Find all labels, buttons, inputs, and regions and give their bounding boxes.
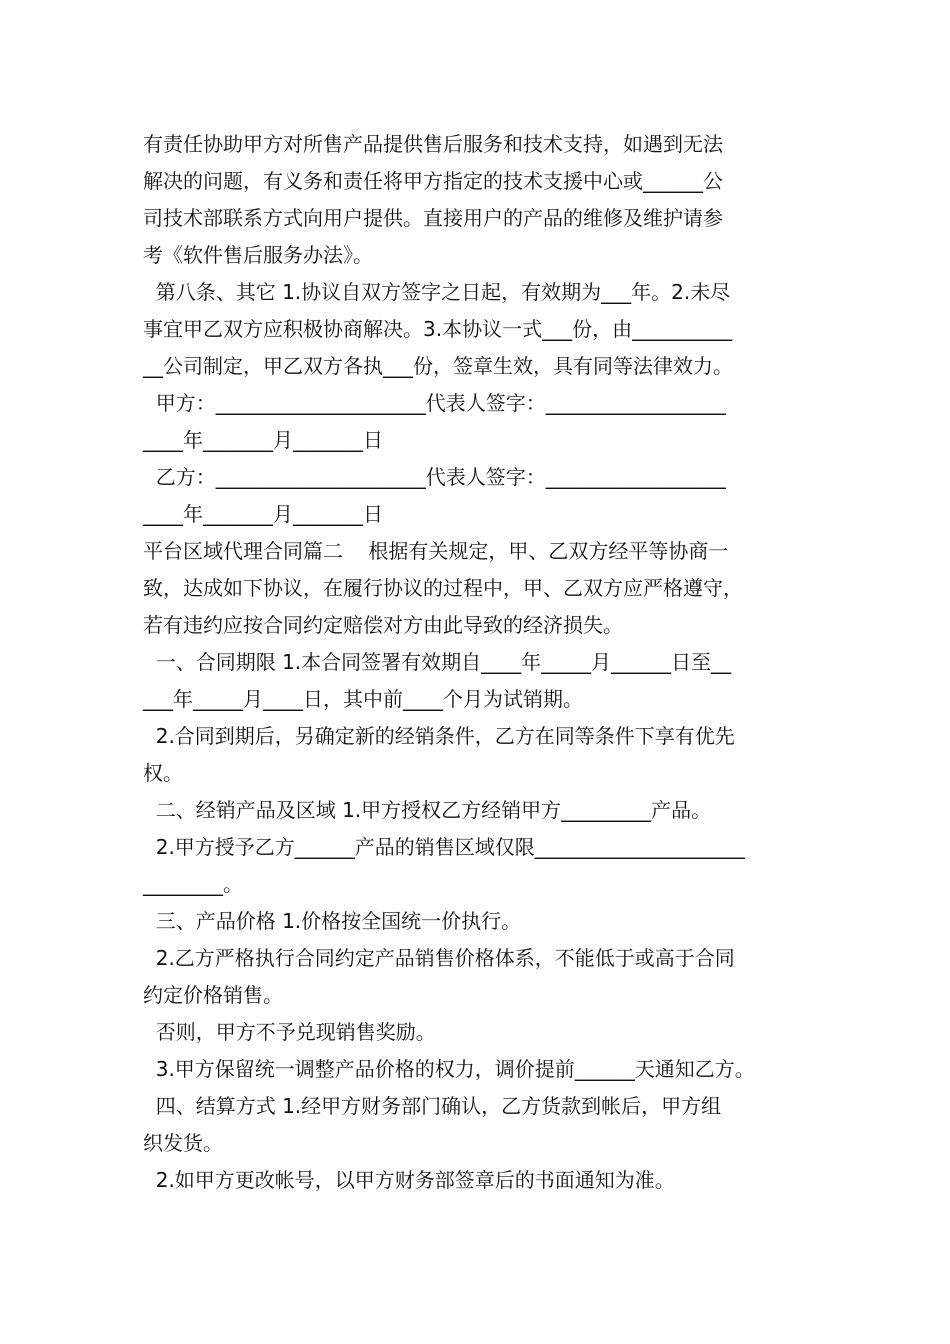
text-line: 2.乙方严格执行合同约定产品销售价格体系，不能低于或高于合同 [143,946,735,970]
party-b-date-line: ____年_______月_______日 [143,502,383,526]
text-line: 致，达成如下协议，在履行协议的过程中，甲、乙双方应严格遵守， [143,576,743,600]
text-line: 约定价格销售。 [143,983,283,1007]
text-line: 2.合同到期后，另确定新的经销条件，乙方在同等条件下享有优先 [143,724,735,748]
text-line: 解决的问题，有义务和责任将甲方指定的技术支援中心或______公 [143,169,723,193]
clause-settlement-line: 四、结算方式 1.经甲方财务部门确认，乙方货款到帐后，甲方组 [143,1094,722,1118]
party-b-signature-line: 乙方：_____________________代表人签字：__________________ [143,465,726,489]
party-a-date-line: ____年_______月_______日 [143,428,383,452]
text-line: 否则，甲方不予兑现销售奖励。 [143,1020,436,1044]
text-line: __公司制定，甲乙双方各执___份，签章生效，具有同等法律效力。 [143,354,733,378]
clause-price-line: 三、产品价格 1.价格按全国统一价执行。 [143,909,522,933]
text-line: 3.甲方保留统一调整产品价格的权力，调价提前______天通知乙方。 [143,1057,755,1081]
text-line: 考《软件售后服务办法》。 [143,243,373,267]
article-eight-line: 第八条、其它 1.协议自双方签字之日起，有效期为___年。2.未尽 [143,280,731,304]
text-line: ________。 [143,872,243,896]
text-line: 事宜甲乙双方应积极协商解决。3.本协议一式___份，由__________ [143,317,733,341]
text-line: 司技术部联系方式向用户提供。直接用户的产品的维修及维护请参 [143,206,723,230]
party-a-signature-line: 甲方：_____________________代表人签字：__________________ [143,391,726,415]
text-line: 权。 [143,761,183,785]
text-line: 2.甲方授予乙方______产品的销售区域仅限_____________________ [143,835,745,859]
section-two-heading-line: 平台区域代理合同篇二 根据有关规定，甲、乙双方经平等协商一 [143,539,729,563]
clause-term-line: 一、合同期限 1.本合同签署有效期自____年_____月______日至__ [143,650,732,674]
text-line: 织发货。 [143,1131,223,1155]
text-line: 2.如甲方更改帐号，以甲方财务部签章后的书面通知为准。 [143,1168,675,1192]
contract-text [143,126,815,1199]
clause-products-line: 二、经销产品及区域 1.甲方授权乙方经销甲方_________产品。 [143,798,712,822]
text-line: 若有违约应按合同约定赔偿对方由此导致的经济损失。 [143,613,623,637]
text-line: 有责任协助甲方对所售产品提供售后服务和技术支持，如遇到无法 [143,132,723,156]
text-line: ___年_____月____日，其中前____个月为试销期。 [143,687,583,711]
